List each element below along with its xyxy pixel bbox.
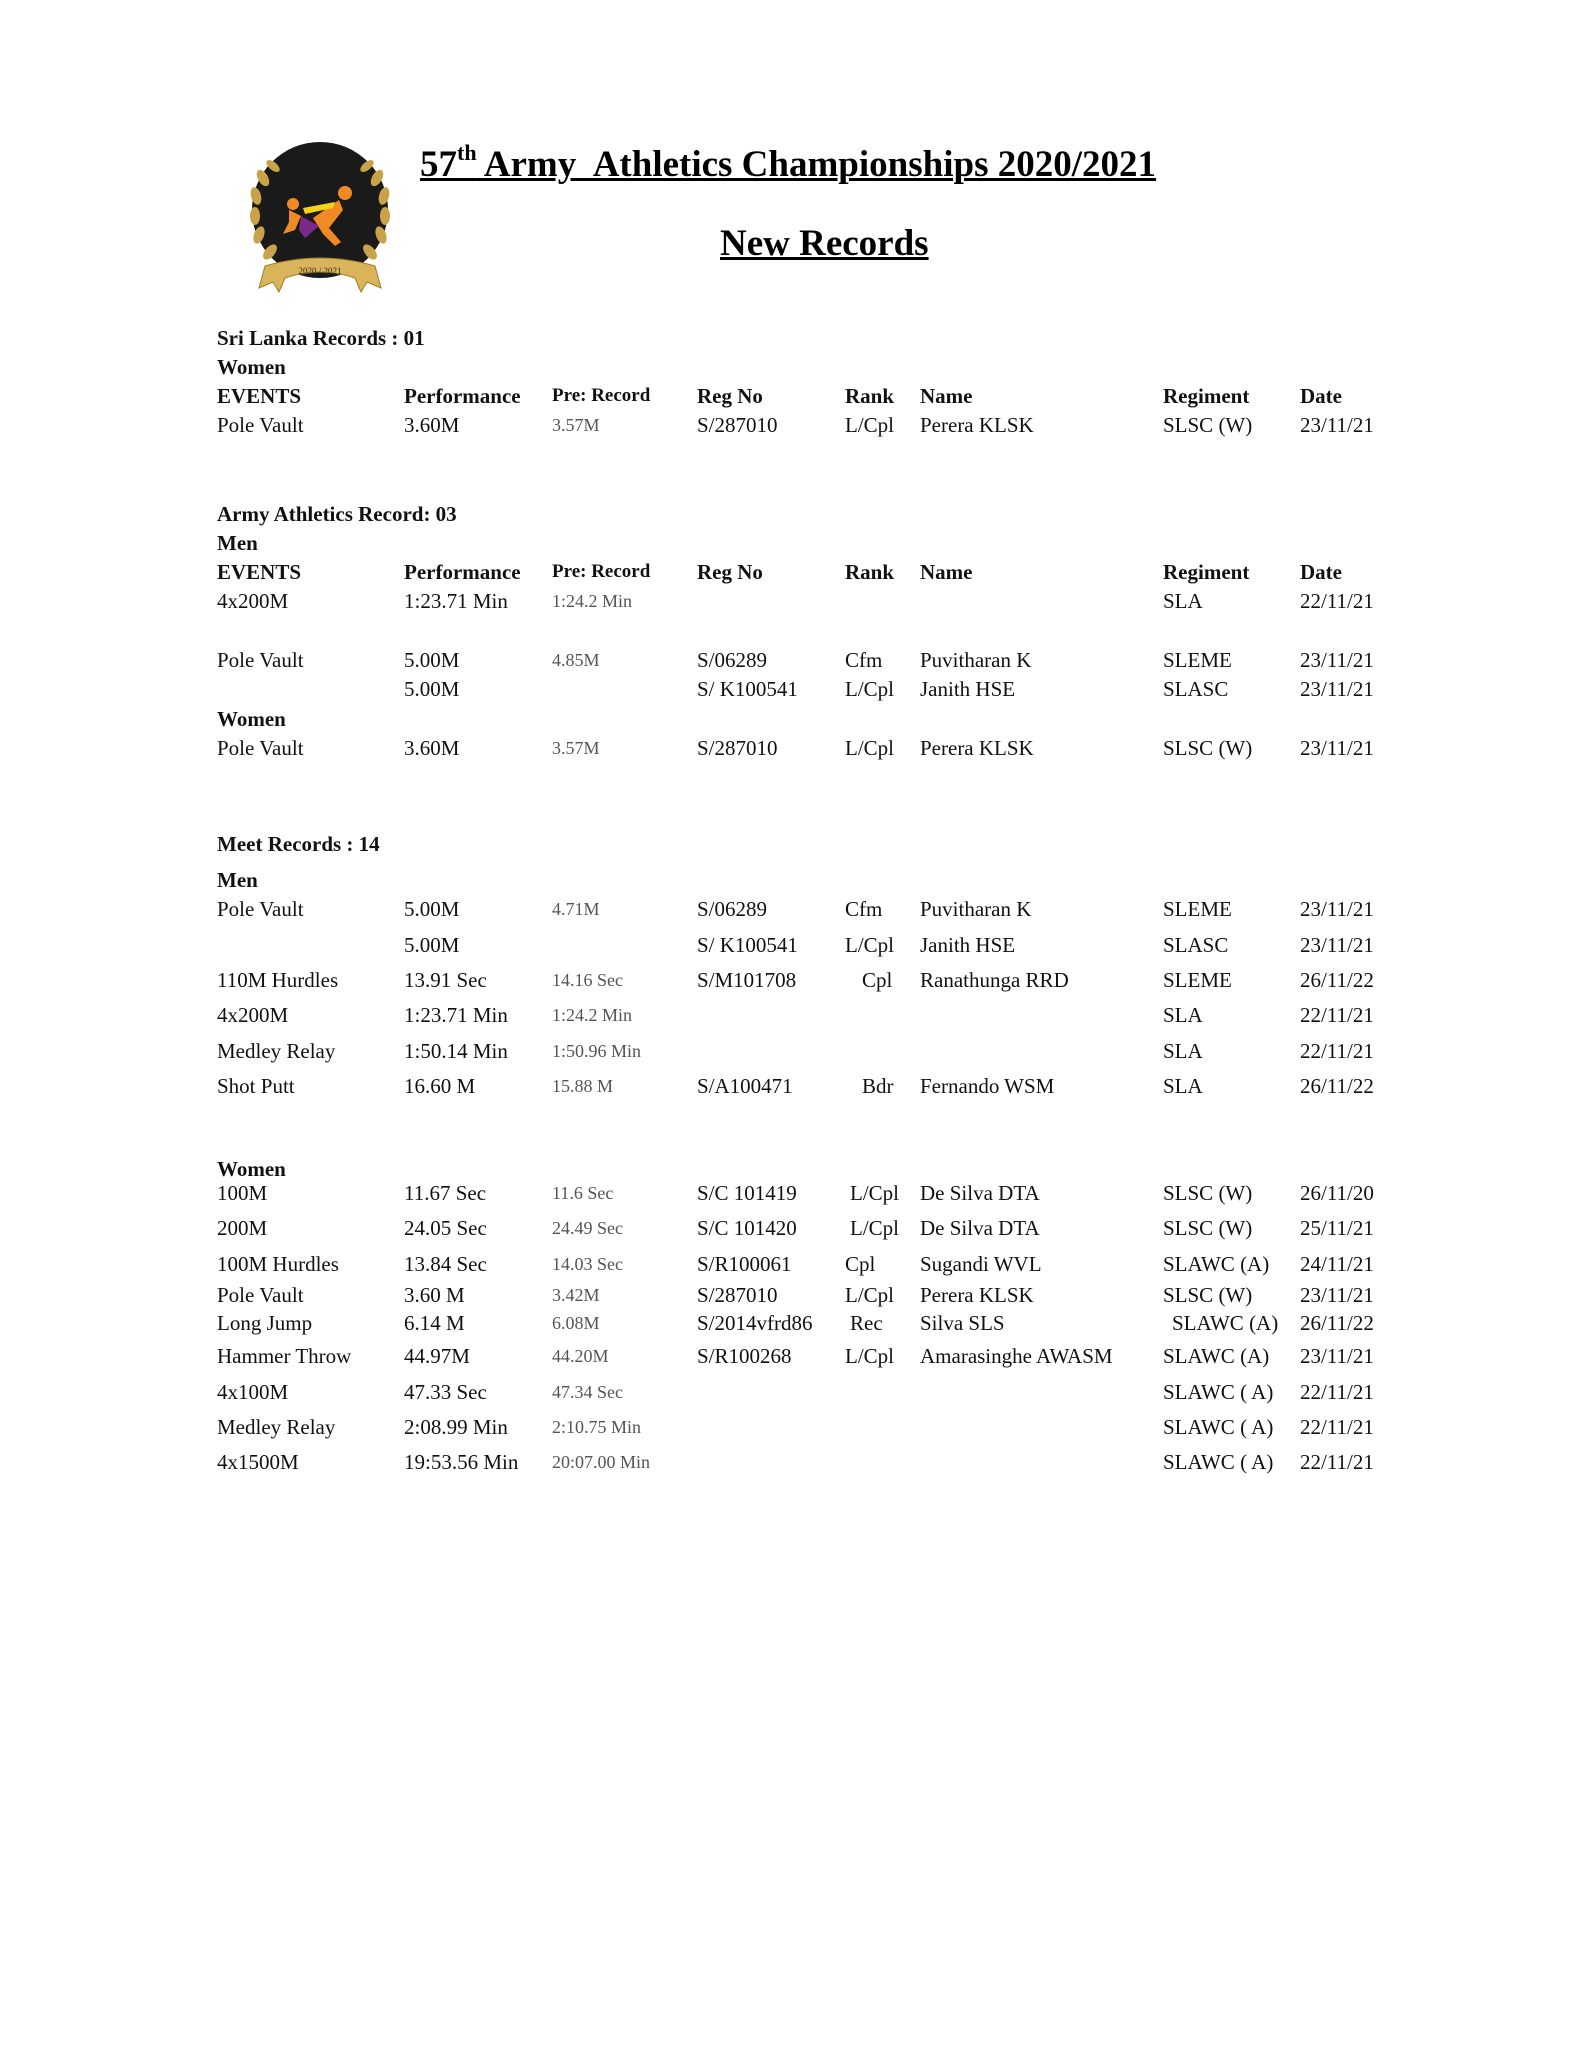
cell-reg-no: S/R100268 <box>697 1344 792 1368</box>
table-row <box>0 1003 1583 1033</box>
table-header <box>0 560 1583 590</box>
cell-date: 22/11/21 <box>1300 1039 1374 1063</box>
cell-regiment: SLAWC ( A) <box>1163 1415 1274 1439</box>
cell-date: 22/11/21 <box>1300 1415 1374 1439</box>
cell-name: Perera KLSK <box>920 1283 1034 1307</box>
section-title-sri-lanka: Sri Lanka Records : 01 <box>217 326 425 350</box>
col-rank: Rank <box>845 384 895 408</box>
col-reg-no: Reg No <box>697 560 763 584</box>
col-date: Date <box>1300 560 1342 584</box>
cell-regiment: SLSC (W) <box>1163 413 1253 437</box>
cell-rank: L/Cpl <box>845 736 895 760</box>
cell-event: 110M Hurdles <box>217 968 339 992</box>
cell-performance: 5.00M <box>404 648 460 672</box>
col-regiment: Regiment <box>1163 560 1250 584</box>
col-performance: Performance <box>404 560 521 584</box>
cell-previous: 3.57M <box>552 738 600 758</box>
cell-reg-no: S/2014vfrd86 <box>697 1311 813 1335</box>
cell-event: Pole Vault <box>217 648 304 672</box>
cell-regiment: SLA <box>1163 1074 1203 1098</box>
cell-rank: Rec <box>850 1311 883 1335</box>
cell-rank: L/Cpl <box>850 1216 900 1240</box>
cell-reg-no: S/A100471 <box>697 1074 793 1098</box>
cell-reg-no: S/C 101419 <box>697 1181 797 1205</box>
cell-regiment: SLASC <box>1163 677 1229 701</box>
cell-regiment: SLSC (W) <box>1163 1181 1253 1205</box>
cell-event: Long Jump <box>217 1311 313 1335</box>
cell-regiment: SLA <box>1163 1039 1203 1063</box>
cell-reg-no: S/06289 <box>697 897 768 921</box>
cell-event: 100M <box>217 1181 268 1205</box>
cell-event: Pole Vault <box>217 413 304 437</box>
col-previous: Pre: Record <box>552 385 651 406</box>
cell-date: 22/11/21 <box>1300 1003 1374 1027</box>
cell-previous: 11.6 Sec <box>552 1183 614 1203</box>
cell-date: 26/11/22 <box>1300 1311 1374 1335</box>
cell-event: Medley Relay <box>217 1039 336 1063</box>
cell-reg-no: S/287010 <box>697 413 778 437</box>
cell-rank: Cfm <box>845 648 883 672</box>
cell-name: Janith HSE <box>920 677 1016 701</box>
cell-reg-no: S/R100061 <box>697 1252 792 1276</box>
cell-performance: 3.60M <box>404 413 460 437</box>
cell-previous: 1:24.2 Min <box>552 591 633 611</box>
cell-performance: 1:23.71 Min <box>404 1003 508 1027</box>
cell-reg-no: S/ K100541 <box>697 933 798 957</box>
cell-regiment: SLEME <box>1163 897 1232 921</box>
col-previous: Pre: Record <box>552 561 651 582</box>
table-header <box>0 384 1583 414</box>
cell-regiment: SLAWC (A) <box>1172 1311 1279 1335</box>
cell-regiment: SLSC (W) <box>1163 736 1253 760</box>
cell-previous: 4.71M <box>552 899 600 919</box>
cell-date: 23/11/21 <box>1300 897 1374 921</box>
cell-rank: L/Cpl <box>845 677 895 701</box>
cell-performance: 16.60 M <box>404 1074 476 1098</box>
cell-date: 22/11/21 <box>1300 1450 1374 1474</box>
cell-previous: 20:07.00 Min <box>552 1452 651 1472</box>
cell-event: Pole Vault <box>217 1283 304 1307</box>
cell-rank: L/Cpl <box>845 1283 895 1307</box>
col-performance: Performance <box>404 384 521 408</box>
cell-rank: Cpl <box>862 968 893 992</box>
cell-name: Puvitharan K <box>920 648 1032 672</box>
cell-regiment: SLAWC (A) <box>1163 1344 1270 1368</box>
cell-reg-no: S/287010 <box>697 736 778 760</box>
cell-name: Puvitharan K <box>920 897 1032 921</box>
cell-regiment: SLSC (W) <box>1163 1283 1253 1307</box>
cell-previous: 2:10.75 Min <box>552 1417 642 1437</box>
cell-regiment: SLAWC ( A) <box>1163 1450 1274 1474</box>
group-label-men: Men <box>217 531 258 555</box>
group-label-women: Women <box>217 355 286 379</box>
group-label-men: Men <box>217 868 258 892</box>
cell-name: Sugandi WVL <box>920 1252 1042 1276</box>
cell-previous: 15.88 M <box>552 1076 614 1096</box>
cell-previous: 3.57M <box>552 415 600 435</box>
cell-date: 24/11/21 <box>1300 1252 1374 1276</box>
cell-regiment: SLASC <box>1163 933 1229 957</box>
cell-name: Janith HSE <box>920 933 1016 957</box>
cell-performance: 5.00M <box>404 677 460 701</box>
cell-event: Shot Putt <box>217 1074 295 1098</box>
cell-rank: L/Cpl <box>845 933 895 957</box>
cell-performance: 13.84 Sec <box>404 1252 487 1276</box>
table-row <box>0 1039 1583 1069</box>
cell-event: 4x1500M <box>217 1450 299 1474</box>
table-row <box>0 589 1583 619</box>
table-row <box>0 1216 1583 1246</box>
group-label-women: Women <box>217 707 286 731</box>
cell-date: 23/11/21 <box>1300 677 1374 701</box>
cell-regiment: SLAWC (A) <box>1163 1252 1270 1276</box>
cell-regiment: SLSC (W) <box>1163 1216 1253 1240</box>
cell-performance: 5.00M <box>404 897 460 921</box>
cell-date: 23/11/21 <box>1300 933 1374 957</box>
cell-performance: 6.14 M <box>404 1311 465 1335</box>
cell-regiment: SLA <box>1163 1003 1203 1027</box>
cell-event: 200M <box>217 1216 268 1240</box>
cell-performance: 2:08.99 Min <box>404 1415 508 1439</box>
table-row <box>0 933 1583 963</box>
table-row <box>0 1283 1583 1313</box>
table-row <box>0 897 1583 927</box>
cell-rank: Cpl <box>845 1252 876 1276</box>
cell-regiment: SLA <box>1163 589 1203 613</box>
table-row <box>0 1074 1583 1104</box>
table-row <box>0 968 1583 998</box>
cell-name: Amarasinghe AWASM <box>920 1344 1113 1368</box>
cell-event: Pole Vault <box>217 897 304 921</box>
cell-name: De Silva DTA <box>920 1216 1040 1240</box>
table-row <box>0 1380 1583 1410</box>
cell-performance: 19:53.56 Min <box>404 1450 519 1474</box>
cell-previous: 4.85M <box>552 650 600 670</box>
cell-reg-no: S/06289 <box>697 648 768 672</box>
table-row <box>0 1450 1583 1480</box>
cell-regiment: SLEME <box>1163 648 1232 672</box>
championship-emblem-icon <box>243 138 398 298</box>
cell-performance: 13.91 Sec <box>404 968 487 992</box>
cell-date: 23/11/21 <box>1300 413 1374 437</box>
table-row <box>0 1311 1583 1341</box>
col-name: Name <box>920 384 973 408</box>
cell-date: 22/11/21 <box>1300 1380 1374 1404</box>
col-date: Date <box>1300 384 1342 408</box>
cell-performance: 5.00M <box>404 933 460 957</box>
col-name: Name <box>920 560 973 584</box>
cell-previous: 24.49 Sec <box>552 1218 623 1238</box>
cell-name: Fernando WSM <box>920 1074 1055 1098</box>
page-subtitle: New Records <box>720 223 929 264</box>
cell-performance: 47.33 Sec <box>404 1380 487 1404</box>
section-title-meet: Meet Records : 14 <box>217 832 380 856</box>
cell-previous: 1:50.96 Min <box>552 1041 642 1061</box>
cell-previous: 14.16 Sec <box>552 970 623 990</box>
cell-event: Pole Vault <box>217 736 304 760</box>
cell-performance: 1:23.71 Min <box>404 589 508 613</box>
cell-date: 25/11/21 <box>1300 1216 1374 1240</box>
cell-previous: 44.20M <box>552 1346 609 1366</box>
cell-date: 23/11/21 <box>1300 1344 1374 1368</box>
cell-event: Medley Relay <box>217 1415 336 1439</box>
col-reg-no: Reg No <box>697 384 763 408</box>
table-row <box>0 1415 1583 1445</box>
cell-performance: 11.67 Sec <box>404 1181 487 1205</box>
cell-name: Ranathunga RRD <box>920 968 1069 992</box>
cell-rank: Bdr <box>862 1074 894 1098</box>
cell-date: 23/11/21 <box>1300 648 1374 672</box>
cell-name: De Silva DTA <box>920 1181 1040 1205</box>
cell-date: 26/11/22 <box>1300 1074 1374 1098</box>
cell-regiment: SLEME <box>1163 968 1232 992</box>
cell-date: 22/11/21 <box>1300 589 1374 613</box>
cell-regiment: SLAWC ( A) <box>1163 1380 1274 1404</box>
cell-event: 4x200M <box>217 1003 289 1027</box>
cell-performance: 3.60 M <box>404 1283 465 1307</box>
cell-reg-no: S/C 101420 <box>697 1216 797 1240</box>
cell-previous: 6.08M <box>552 1313 600 1333</box>
cell-name: Silva SLS <box>920 1311 1005 1335</box>
cell-previous: 3.42M <box>552 1285 600 1305</box>
cell-reg-no: S/M101708 <box>697 968 797 992</box>
cell-performance: 1:50.14 Min <box>404 1039 508 1063</box>
group-label-women: Women <box>217 1157 286 1181</box>
cell-previous: 47.34 Sec <box>552 1382 623 1402</box>
cell-performance: 3.60M <box>404 736 460 760</box>
page-title: 57th Army Athletics Championships 2020/2021 <box>420 140 1157 185</box>
col-event: EVENTS <box>217 384 302 408</box>
cell-date: 26/11/20 <box>1300 1181 1374 1205</box>
cell-reg-no: S/ K100541 <box>697 677 798 701</box>
table-row <box>0 1344 1583 1374</box>
cell-performance: 44.97M <box>404 1344 470 1368</box>
cell-date: 23/11/21 <box>1300 1283 1374 1307</box>
cell-rank: L/Cpl <box>845 1344 895 1368</box>
cell-name: Perera KLSK <box>920 736 1034 760</box>
cell-rank: L/Cpl <box>845 413 895 437</box>
cell-previous: 1:24.2 Min <box>552 1005 633 1025</box>
ribbon-text: 2020 / 2021 <box>298 266 342 276</box>
cell-date: 26/11/22 <box>1300 968 1374 992</box>
cell-previous: 14.03 Sec <box>552 1254 623 1274</box>
cell-reg-no: S/287010 <box>697 1283 778 1307</box>
table-row <box>0 1181 1583 1211</box>
cell-event: 100M Hurdles <box>217 1252 339 1276</box>
cell-event: 4x100M <box>217 1380 289 1404</box>
cell-event: Hammer Throw <box>217 1344 352 1368</box>
table-row <box>0 736 1583 766</box>
col-event: EVENTS <box>217 560 302 584</box>
table-row <box>0 1252 1583 1282</box>
cell-event: 4x200M <box>217 589 289 613</box>
cell-date: 23/11/21 <box>1300 736 1374 760</box>
section-title-army: Army Athletics Record: 03 <box>217 502 457 526</box>
cell-performance: 24.05 Sec <box>404 1216 487 1240</box>
col-regiment: Regiment <box>1163 384 1250 408</box>
table-row <box>0 648 1583 678</box>
cell-name: Perera KLSK <box>920 413 1034 437</box>
cell-rank: L/Cpl <box>850 1181 900 1205</box>
col-rank: Rank <box>845 560 895 584</box>
table-row <box>0 413 1583 443</box>
table-row <box>0 677 1583 707</box>
cell-rank: Cfm <box>845 897 883 921</box>
